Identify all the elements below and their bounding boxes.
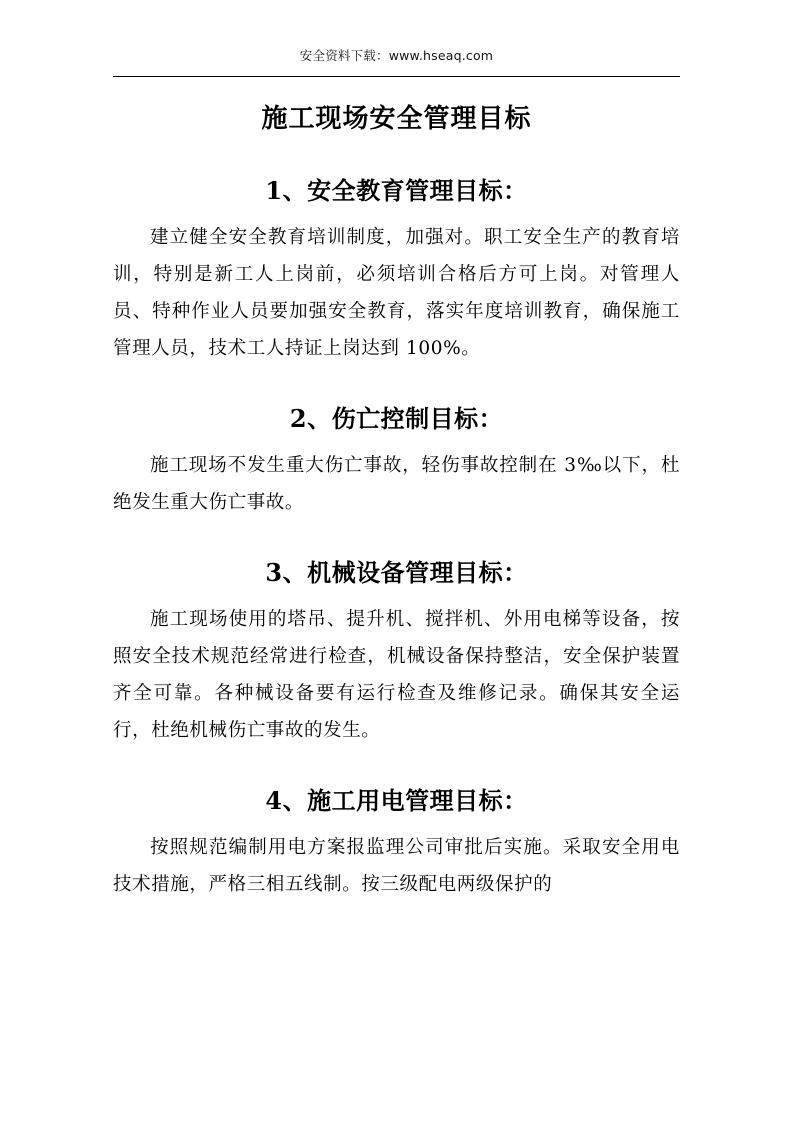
header-divider bbox=[113, 76, 680, 77]
section-heading-3: 3、机械设备管理目标： bbox=[265, 558, 528, 587]
section-heading-2: 2、伤亡控制目标： bbox=[289, 404, 504, 433]
section-body-1: 建立健全安全教育培训制度，加强对。职工安全生产的教育培训，特别是新工人上岗前，必须培训合格后方可上岗。对管理人员、特种作业人员要加强安全教育，落实年度培训教育，确保施工管理人员，技术工人持证上岗达到 100%。 bbox=[113, 227, 680, 359]
section-body-3: 施工现场使用的塔吊、提升机、搅拌机、外用电梯等设备，按照安全技术规范经常进行检查，机械设备保持整洁，安全保护装置齐全可靠。各种械设备要有运行检查及维修记录。确保其安全运行，杜绝机械伤亡事故的发生。 bbox=[113, 609, 680, 741]
section-body-4: 按照规范编制用电方案报监理公司审批后实施。采取安全用电技术措施，严格三相五线制。按三级配电两级保护的 bbox=[113, 837, 680, 895]
document-content bbox=[113, 96, 680, 903]
page-title: 施工现场安全管理目标 bbox=[261, 104, 532, 134]
section-heading-1: 1、安全教育管理目标： bbox=[265, 176, 528, 205]
page-header-watermark: 安全资料下载：www.hseaq.com bbox=[299, 48, 494, 63]
section-heading-4: 4、施工用电管理目标： bbox=[265, 786, 528, 815]
section-body-2: 施工现场不发生重大伤亡事故，轻伤事故控制在 3‰以下，杜绝发生重大伤亡事故。 bbox=[113, 455, 680, 513]
